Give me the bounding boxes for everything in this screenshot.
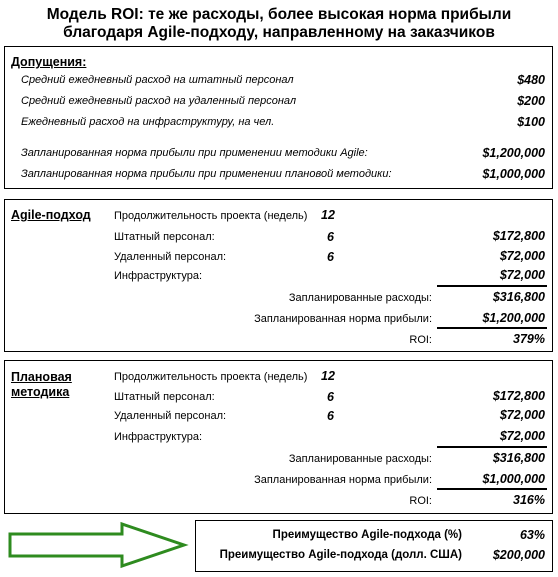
agile-remote-cost: $72,000 [499, 249, 545, 263]
agile-planned-profit: $1,200,000 [482, 311, 545, 325]
assumption-label-staff: Средний ежедневный расход на штатный персонал [21, 74, 294, 86]
plan-staff-count: 6 [327, 390, 334, 404]
plan-heading-line-2: методика [11, 385, 70, 399]
advantage-pct-label: Преимущество Agile-подхода (%) [272, 529, 462, 541]
agile-duration-label: Продолжительность проекта (недель) [114, 210, 308, 222]
plan-box [4, 360, 553, 514]
assumption-value-infra: $100 [517, 115, 545, 129]
agile-planned-costs-label: Запланированные расходы: [288, 292, 432, 304]
plan-roi-value: 316% [513, 493, 545, 507]
assumption-value-staff: $480 [517, 73, 545, 87]
advantage-pct-value: 63% [519, 528, 545, 542]
plan-remote-label: Удаленный персонал: [114, 410, 227, 422]
assumption-value-agile-profit: $1,200,000 [482, 146, 545, 160]
agile-duration-value: 12 [321, 208, 335, 222]
assumptions-box [4, 46, 553, 189]
plan-staff-label: Штатный персонал: [114, 391, 215, 403]
advantage-usd-label: Преимущество Agile-подхода (долл. США) [219, 549, 462, 561]
plan-planned-costs: $316,800 [492, 451, 545, 465]
agile-infra-cost: $72,000 [499, 268, 545, 282]
agile-planned-costs: $316,800 [492, 290, 545, 304]
title-line-2: благодаря Agile-подходу, направленному на заказчиков [63, 24, 495, 41]
assumption-label-agile-profit: Запланированная норма прибыли при применении методики Agile: [21, 147, 368, 159]
assumption-label-infra: Ежедневный расход на инфраструктуру, на чел. [21, 116, 275, 128]
plan-heading [11, 370, 72, 400]
agile-staff-cost: $172,800 [492, 229, 545, 243]
agile-planned-profit-label: Запланированная норма прибыли: [254, 313, 432, 325]
advantage-usd-value: $200,000 [492, 548, 545, 562]
advantage-box [195, 520, 553, 572]
plan-remote-count: 6 [327, 409, 334, 423]
plan-infra-cost: $72,000 [499, 429, 545, 443]
agile-roi-label: ROI: [409, 334, 432, 346]
assumption-label-plan-profit: Запланированная норма прибыли при применении плановой методики: [21, 168, 392, 180]
plan-roi-rule [437, 488, 547, 490]
agile-heading: Agile-подход [11, 208, 91, 222]
title-line-1: Модель ROI: те же расходы, более высокая норма прибыли [46, 6, 512, 23]
agile-staff-count: 6 [327, 230, 334, 244]
plan-duration-value: 12 [321, 369, 335, 383]
plan-infra-label: Инфраструктура: [114, 431, 203, 443]
agile-staff-label: Штатный персонал: [114, 231, 215, 243]
page-title [0, 6, 558, 42]
plan-planned-costs-label: Запланированные расходы: [288, 453, 432, 465]
agile-remote-label: Удаленный персонал: [114, 251, 227, 263]
agile-box [4, 199, 553, 352]
assumption-value-plan-profit: $1,000,000 [482, 167, 545, 181]
plan-duration-label: Продолжительность проекта (недель) [114, 371, 308, 383]
agile-remote-count: 6 [327, 250, 334, 264]
assumptions-heading: Допущения: [11, 55, 87, 69]
plan-sum-rule [437, 446, 547, 448]
plan-planned-profit: $1,000,000 [482, 472, 545, 486]
assumption-label-remote: Средний ежедневный расход на удаленный персонал [21, 95, 297, 107]
agile-sum-rule [437, 285, 547, 287]
arrow-shape [10, 524, 184, 566]
arrow-svg [6, 521, 190, 569]
assumption-value-remote: $200 [517, 94, 545, 108]
agile-infra-label: Инфраструктура: [114, 270, 203, 282]
plan-planned-profit-label: Запланированная норма прибыли: [254, 474, 432, 486]
agile-roi-rule [437, 327, 547, 329]
plan-staff-cost: $172,800 [492, 389, 545, 403]
right-arrow-outline-icon [6, 521, 190, 569]
plan-heading-line-1: Плановая [11, 370, 72, 384]
agile-roi-value: 379% [513, 332, 545, 346]
plan-remote-cost: $72,000 [499, 408, 545, 422]
plan-roi-label: ROI: [409, 495, 432, 507]
